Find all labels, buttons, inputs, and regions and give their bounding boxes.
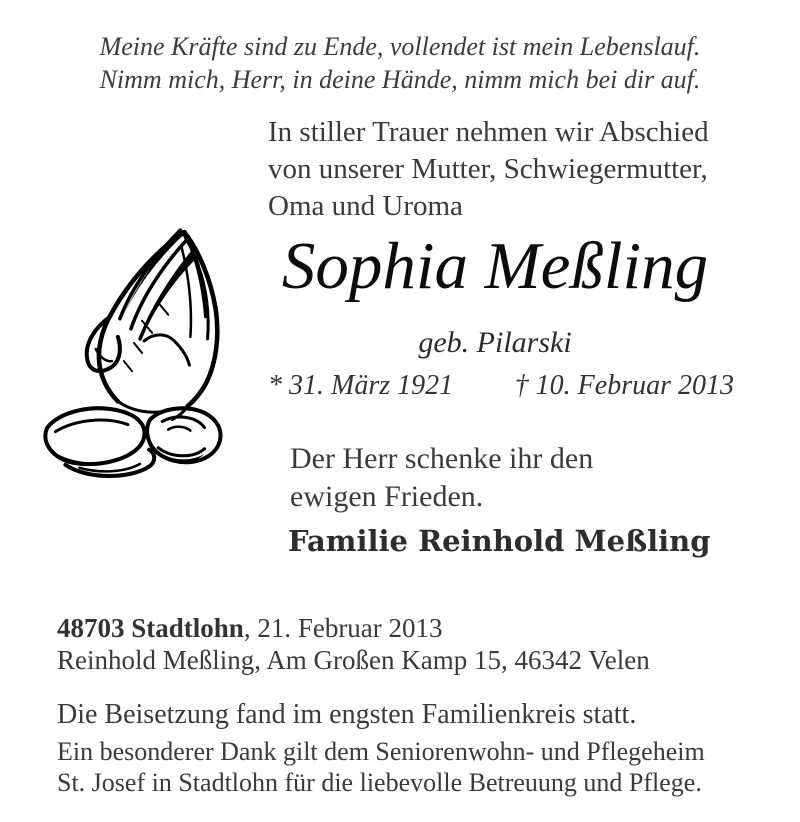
verse-line: Nimm mich, Herr, in deine Hände, nimm mich bei dir auf. [99, 65, 701, 94]
maiden-name: geb. Pilarski [418, 326, 572, 359]
deceased-name: Sophia Meßling [281, 229, 709, 303]
life-dates [268, 370, 734, 402]
blessing-line: ewigen Frieden. [290, 480, 484, 513]
praying-hands-icon [30, 220, 242, 482]
notice-date: , 21. Februar 2013 [243, 613, 443, 643]
address-line: Reinhold Meßling, Am Großen Kamp 15, 46342 Velen [57, 645, 650, 675]
blessing-line: Der Herr schenke ihr den [290, 442, 594, 475]
intro-line: In stiller Trauer nehmen wir Abschied [268, 116, 709, 148]
opening-verse [0, 30, 800, 96]
mourning-intro [268, 114, 709, 225]
thanks-line: Ein besonderer Dank gilt dem Seniorenwohn- und Pflegeheim [57, 737, 705, 766]
intro-line: Oma und Uroma [268, 190, 463, 222]
intro-line: von unserer Mutter, Schwiegermutter, [268, 153, 708, 185]
death-date: † 10. Februar 2013 [514, 370, 734, 401]
place-name: 48703 Stadtlohn [57, 613, 244, 643]
thanks-note [57, 736, 705, 798]
family-signature: Familie Reinhold Meßling [288, 524, 711, 558]
footer-block [57, 612, 705, 798]
birth-date: * 31. März 1921 [268, 370, 454, 401]
place-date-line [57, 612, 705, 644]
blessing-text [290, 440, 593, 516]
burial-note: Die Beisetzung fand im engsten Familienkreis statt. [57, 699, 637, 730]
thanks-line: St. Josef in Stadtlohn für die liebevolle Betreuung und Pflege. [57, 768, 702, 797]
verse-line: Meine Kräfte sind zu Ende, vollendet ist mein Lebenslauf. [99, 32, 701, 61]
praying-hands-illustration [30, 220, 242, 482]
